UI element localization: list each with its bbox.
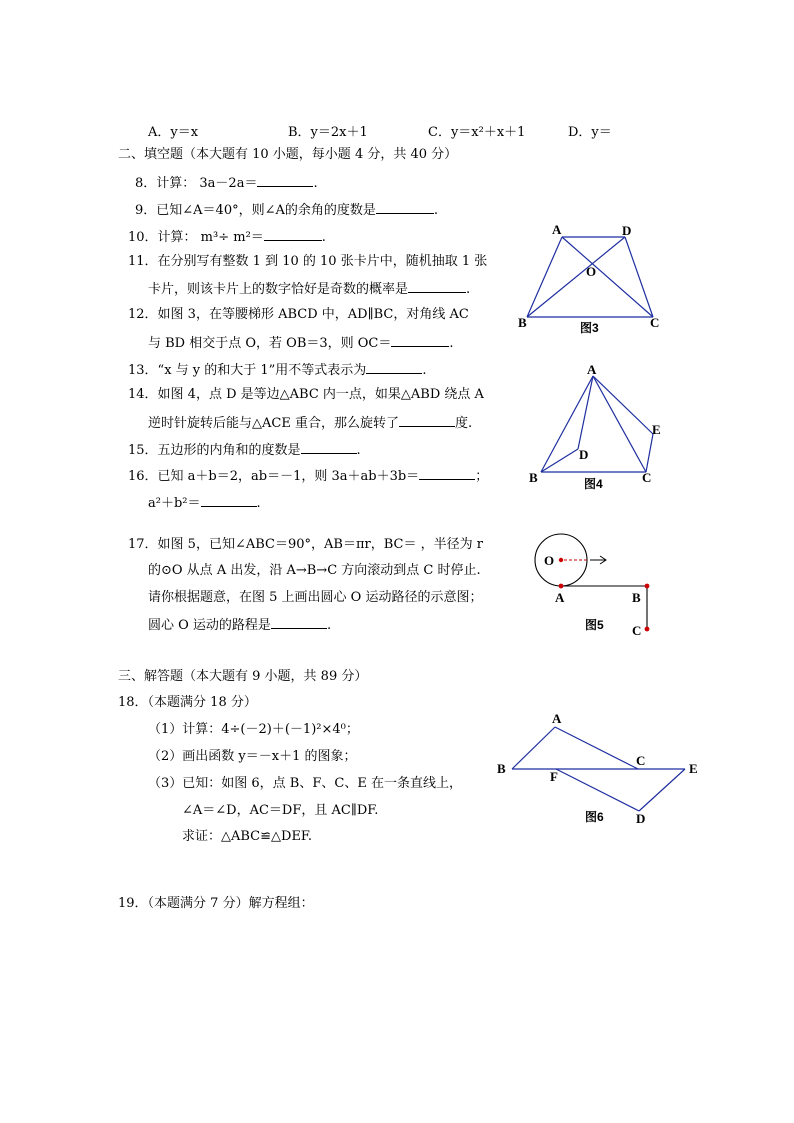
q11-answer-blank[interactable] — [408, 280, 466, 293]
q16-end1: ； — [475, 469, 489, 484]
section2-heading: 二、填空题（本大题有 10 小题，每小题 4 分，共 40 分） — [118, 147, 458, 162]
q12-answer-blank[interactable] — [391, 334, 449, 347]
q14-answer-blank[interactable] — [399, 414, 455, 427]
q13-answer-blank[interactable] — [366, 361, 422, 374]
q16-answer-blank-2[interactable] — [201, 494, 257, 507]
fig6-side-ab — [512, 727, 555, 769]
q13-end: . — [422, 363, 427, 378]
q12-text: 与 BD 相交于点 O，若 OB＝3，则 OC＝ — [148, 336, 392, 351]
option-c: C．y＝x²＋x＋1 — [428, 125, 526, 140]
q15-text: 15．五边形的内角和的度数是 — [128, 443, 301, 458]
question-16-line1 — [128, 467, 488, 485]
q10-text: 10．计算： m³÷ m²＝ — [128, 230, 264, 245]
q9-text: 9．已知∠A＝40°，则∠A的余角的度数是 — [135, 203, 376, 218]
fig6-label-c: C — [636, 753, 646, 768]
q16-end2: . — [256, 496, 261, 511]
question-9 — [135, 201, 438, 219]
fig6-label-a: A — [552, 711, 562, 726]
option-d: D．y＝ — [568, 125, 612, 140]
fig4-label-b: B — [529, 470, 538, 485]
question-17-line3: 请你根据题意，在图 5 上画出圆心 O 运动路径的示意图； — [148, 590, 483, 605]
q15-end: . — [356, 443, 361, 458]
section3-heading: 三、解答题（本大题有 9 小题，共 89 分） — [118, 669, 368, 684]
question-10 — [128, 228, 326, 246]
fig6-label-e: E — [689, 761, 698, 776]
q9-end: . — [433, 203, 439, 218]
q12-end: . — [449, 336, 454, 351]
question-11-line1: 11．在分别写有整数 1 到 10 的 10 张卡片中，随机抽取 1 张 — [128, 254, 488, 269]
fig6-label-b: B — [497, 761, 506, 776]
fig5-caption: 图5 — [585, 618, 604, 632]
fig6-label-d: D — [636, 811, 646, 826]
q15-answer-blank[interactable] — [301, 441, 357, 454]
figure-5 — [528, 528, 678, 643]
fig5-label-b: B — [632, 590, 641, 605]
fig5-label-o: O — [544, 553, 555, 568]
option-a: A．y＝x — [148, 125, 199, 140]
fig3-label-d: D — [622, 223, 632, 238]
q10-answer-blank[interactable] — [264, 228, 322, 241]
question-18-part2: （2）画出函数 y＝－x＋1 的图象； — [148, 749, 357, 764]
figure-3 — [510, 220, 670, 340]
question-17-line2: 的⊙O 从点 A 出发，沿 A→B→C 方向滚动到点 C 时停止. — [148, 563, 481, 578]
q14-end: 度. — [454, 416, 473, 431]
fig5-point-c — [645, 627, 650, 632]
fig3-side-ab — [527, 237, 562, 317]
q16-answer-blank-1[interactable] — [419, 467, 475, 480]
q10-end: . — [321, 230, 326, 245]
q16-text: 16．已知 a＋b＝2，ab＝－1，则 3a＋ab＋3b＝ — [128, 469, 420, 484]
question-17-line4 — [148, 616, 331, 634]
q8-end: . — [313, 176, 318, 191]
fig4-caption: 图4 — [584, 477, 603, 491]
q17-end: . — [326, 618, 332, 633]
question-14-line1: 14．如图 4，点 D 是等边△ABC 内一点，如果△ABD 绕点 A — [128, 387, 484, 402]
question-14-line2 — [148, 414, 472, 432]
fig4-label-a: A — [587, 362, 597, 377]
fig4-segment-ae — [593, 376, 653, 434]
question-11-line2 — [148, 280, 470, 298]
fig6-side-fd — [556, 769, 639, 811]
question-18-part3: （3）已知：如图 6，点 B、F、C、E 在一条直线上， — [148, 776, 462, 791]
question-19-title: 19．（本题满分 7 分）解方程组： — [118, 896, 314, 911]
q9-answer-blank[interactable] — [376, 201, 434, 214]
q16-text2: a²＋b²＝ — [148, 496, 201, 511]
figure-6 — [490, 708, 715, 833]
q11-text: 卡片，则该卡片上的数字恰好是奇数的概率是 — [148, 282, 409, 297]
fig5-label-c: C — [632, 623, 642, 638]
question-18-part3-condition: ∠A＝∠D，AC＝DF，且 AC∥DF. — [182, 803, 379, 818]
question-18-part3-prove: 求证：△ABC≌△DEF. — [182, 829, 313, 844]
question-18-part1: （1）计算：4÷(－2)＋(－1)²×4⁰； — [148, 722, 359, 737]
fig3-caption: 图3 — [580, 321, 599, 335]
fig3-label-c: C — [650, 315, 660, 330]
fig4-segment-ad — [578, 376, 593, 449]
question-12-line1: 12．如图 3，在等腰梯形 ABCD 中，AD∥BC，对角线 AC — [128, 307, 469, 322]
question-18-title: 18．（本题满分 18 分） — [118, 695, 257, 710]
fig6-label-f: F — [550, 769, 558, 784]
question-16-line2 — [148, 494, 261, 512]
question-8 — [135, 174, 318, 192]
figure-4 — [520, 362, 680, 492]
q14-text: 逆时针旋转后能与△ACE 重合，那么旋转了 — [148, 416, 399, 431]
fig5-point-b — [645, 584, 650, 589]
question-15 — [128, 441, 361, 459]
q17-text: 圆心 O 运动的路程是 — [148, 618, 271, 633]
fig4-side-ac — [593, 376, 646, 472]
fig6-caption: 图6 — [585, 810, 604, 824]
fig6-side-de — [639, 769, 685, 811]
question-12-line2 — [148, 334, 454, 352]
fig4-label-c: C — [642, 470, 652, 485]
option-b: B．y＝2x＋1 — [288, 125, 368, 140]
fig3-label-b: B — [518, 315, 527, 330]
question-17-line1: 17．如图 5，已知∠ABC＝90°，AB＝πr，BC＝ ，半径为 r — [128, 537, 483, 552]
q17-answer-blank[interactable] — [271, 616, 327, 629]
fig3-label-a: A — [552, 222, 562, 237]
fig5-label-a: A — [555, 590, 565, 605]
question-13 — [128, 361, 426, 379]
fig5-center-point — [559, 558, 563, 562]
q8-answer-blank[interactable] — [257, 174, 313, 187]
fig3-label-o: O — [586, 264, 597, 279]
q8-text: 8．计算： 3a－2a＝ — [135, 176, 258, 191]
q13-text: 13．“x 与 y 的和大于 1”用不等式表示为 — [128, 363, 367, 378]
fig4-label-d: D — [579, 447, 589, 462]
fig5-point-a — [559, 584, 564, 589]
fig4-label-e: E — [652, 422, 661, 437]
fig6-side-ac — [555, 727, 638, 769]
q11-end: . — [466, 282, 471, 297]
fig4-segment-ec — [646, 434, 653, 472]
